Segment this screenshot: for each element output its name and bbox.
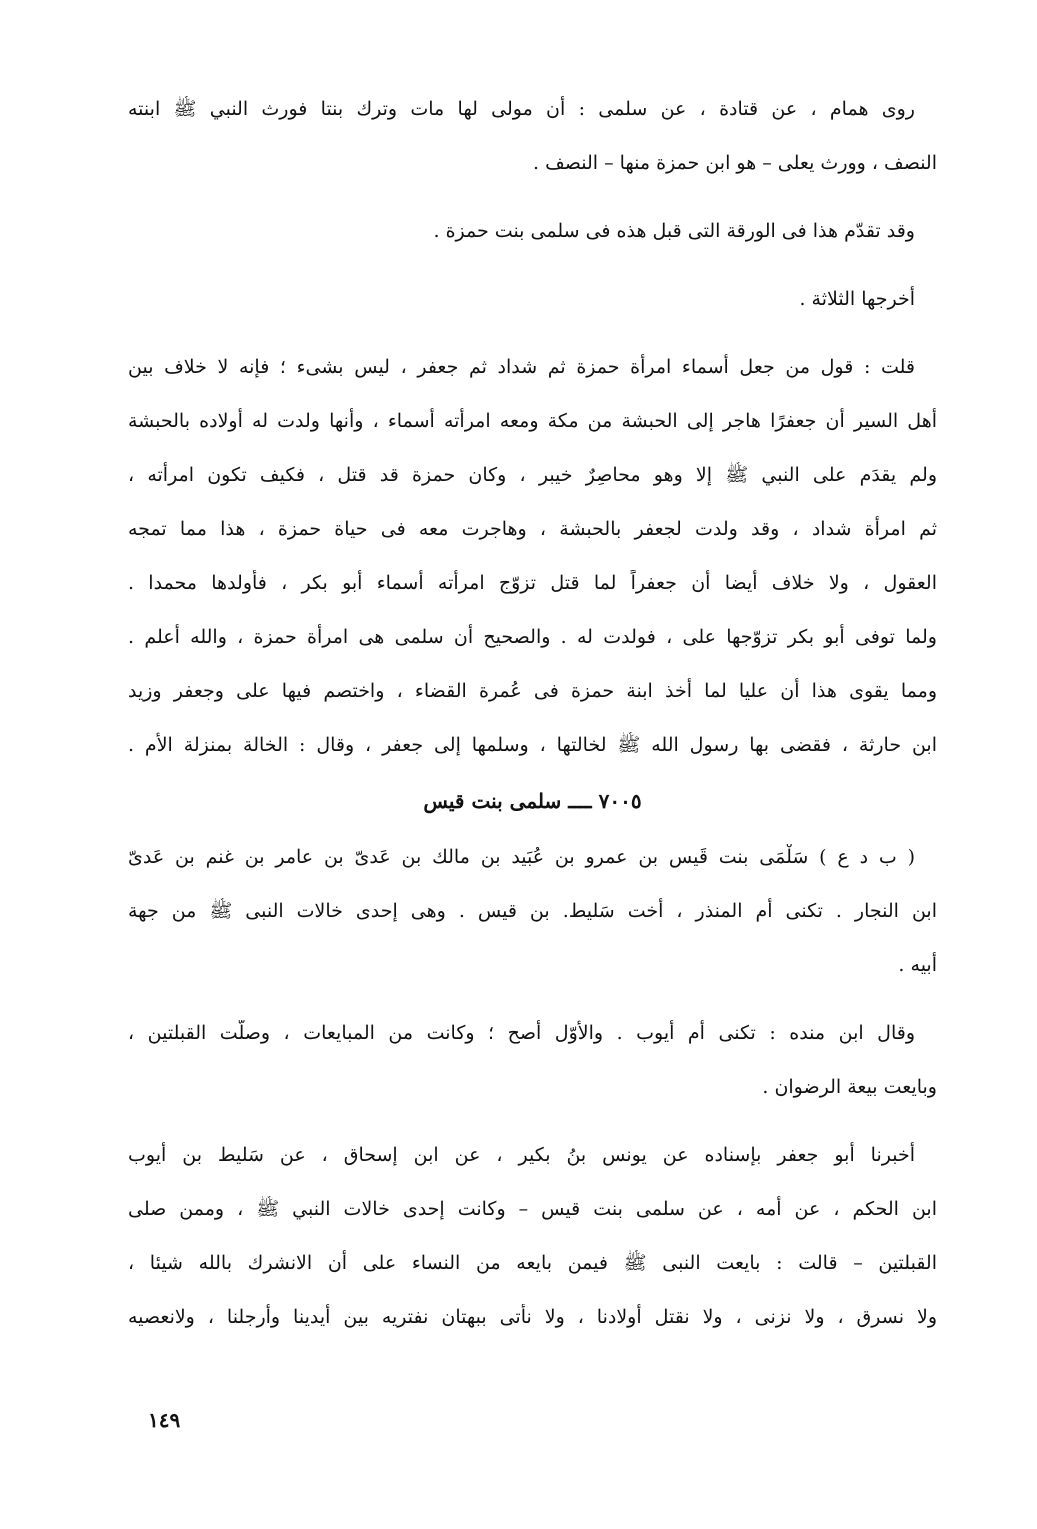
text-line: أبيه . bbox=[898, 954, 937, 976]
text-line: وقال ابن منده : تكنى أُم أيوب . والأوّل أصح ؛ وكانت من المبايعات ، وصلّت القبلتين ، bbox=[128, 1022, 915, 1044]
text-line: ولا نسرق ، ولا نزنى ، ولا نقتل أولادنا ، ولا نأتى ببهتان نفتريه بين أيدينا وأرجلنا ، ولانعصيه bbox=[128, 1306, 937, 1328]
entry-heading: ٧٠٠٥ ــــ سلمى بنت قيس bbox=[423, 789, 642, 813]
text-line: وبايعت بيعة الرضوان . bbox=[762, 1076, 937, 1098]
text-line: ابن حارثة ، فقضى بها رسول الله ﷺ لخالتها ، وسلمها إلى جعفر ، وقال : الخالة بمنزلة الأم . bbox=[128, 734, 937, 756]
text-line: القبلتين – قالت : بايعت النبى ﷺ فيمن بايعه من النساء على أن الانشرك بالله شيئا ، bbox=[128, 1252, 937, 1274]
text-line: قلت : قول من جعل أسماء امرأة حمزة ثم شداد ثم جعفر ، ليس بشىء ؛ فإنه لا خلاف بين bbox=[128, 356, 915, 378]
text-line: ولم يقدَم على النبي ﷺ إلا وهو محاصِرٌ خيبر ، وكان حمزة قد قتل ، فكيف تكون امرأته ، bbox=[128, 464, 937, 486]
text-line: النصف ، وورث يعلى – هو ابن حمزة منها – النصف . bbox=[533, 152, 937, 174]
text-line: ثم امرأة شداد ، وقد ولدت لجعفر بالحبشة ، وهاجرت معه فى حياة حمزة ، هذا مما تمجه bbox=[128, 518, 937, 540]
text-line: ولما توفى أبو بكر تزوّجها على ، فولدت له . والصحيح أن سلمى هى امرأة حمزة ، والله أعلم . bbox=[128, 626, 937, 648]
text-line: ( ب د ع ) سَلْمَى بنت قَيس بن عمرو بن عُبَيد بن مالك بن عَدىّ بن عامر بن غنم بن عَدىّ bbox=[128, 846, 915, 868]
text-line: ومما يقوى هذا أن عليا لما أخذ ابنة حمزة فى عُمرة القضاء ، واختصم فيها على وجعفر وزيد bbox=[128, 680, 937, 702]
text-line: روى همام ، عن قتادة ، عن سلمى : أن مولى لها مات وترك بنتا فورث النبي ﷺ ابنته bbox=[128, 98, 915, 120]
text-line: ابن الحكم ، عن أمه ، عن سلمى بنت قيس – وكانت إحدى خالات النبي ﷺ ، وممن صلى bbox=[128, 1198, 937, 1220]
text-line: العقول ، ولا خلاف أيضا أن جعفراً لما قتل تزوّج امرأته أسماء أبو بكر ، فأولدها محمدا . bbox=[128, 572, 937, 594]
text-line: وقد تقدّم هذا فى الورقة التى قبل هذه فى سلمى بنت حمزة . bbox=[433, 220, 915, 242]
page-number: ١٤٩ bbox=[148, 1408, 181, 1432]
text-line: أخبرنا أبو جعفر بإسناده عن يونس بنُ بكير ، عن ابن إسحاق ، عن سَليط بن أيوب bbox=[128, 1144, 915, 1166]
text-line: أخرجها الثلاثة . bbox=[799, 288, 915, 310]
text-line: ابن النجار . تكنى أم المنذر ، أُخت سَليط. بن قيس . وهى إحدى خالات النبى ﷺ من جهة bbox=[128, 900, 937, 922]
text-line: أهل السير أن جعفرًا هاجر إلى الحبشة من مكة ومعه امرأته أسماء ، وأنها ولدت له أولاده بالحبشة bbox=[128, 410, 937, 432]
